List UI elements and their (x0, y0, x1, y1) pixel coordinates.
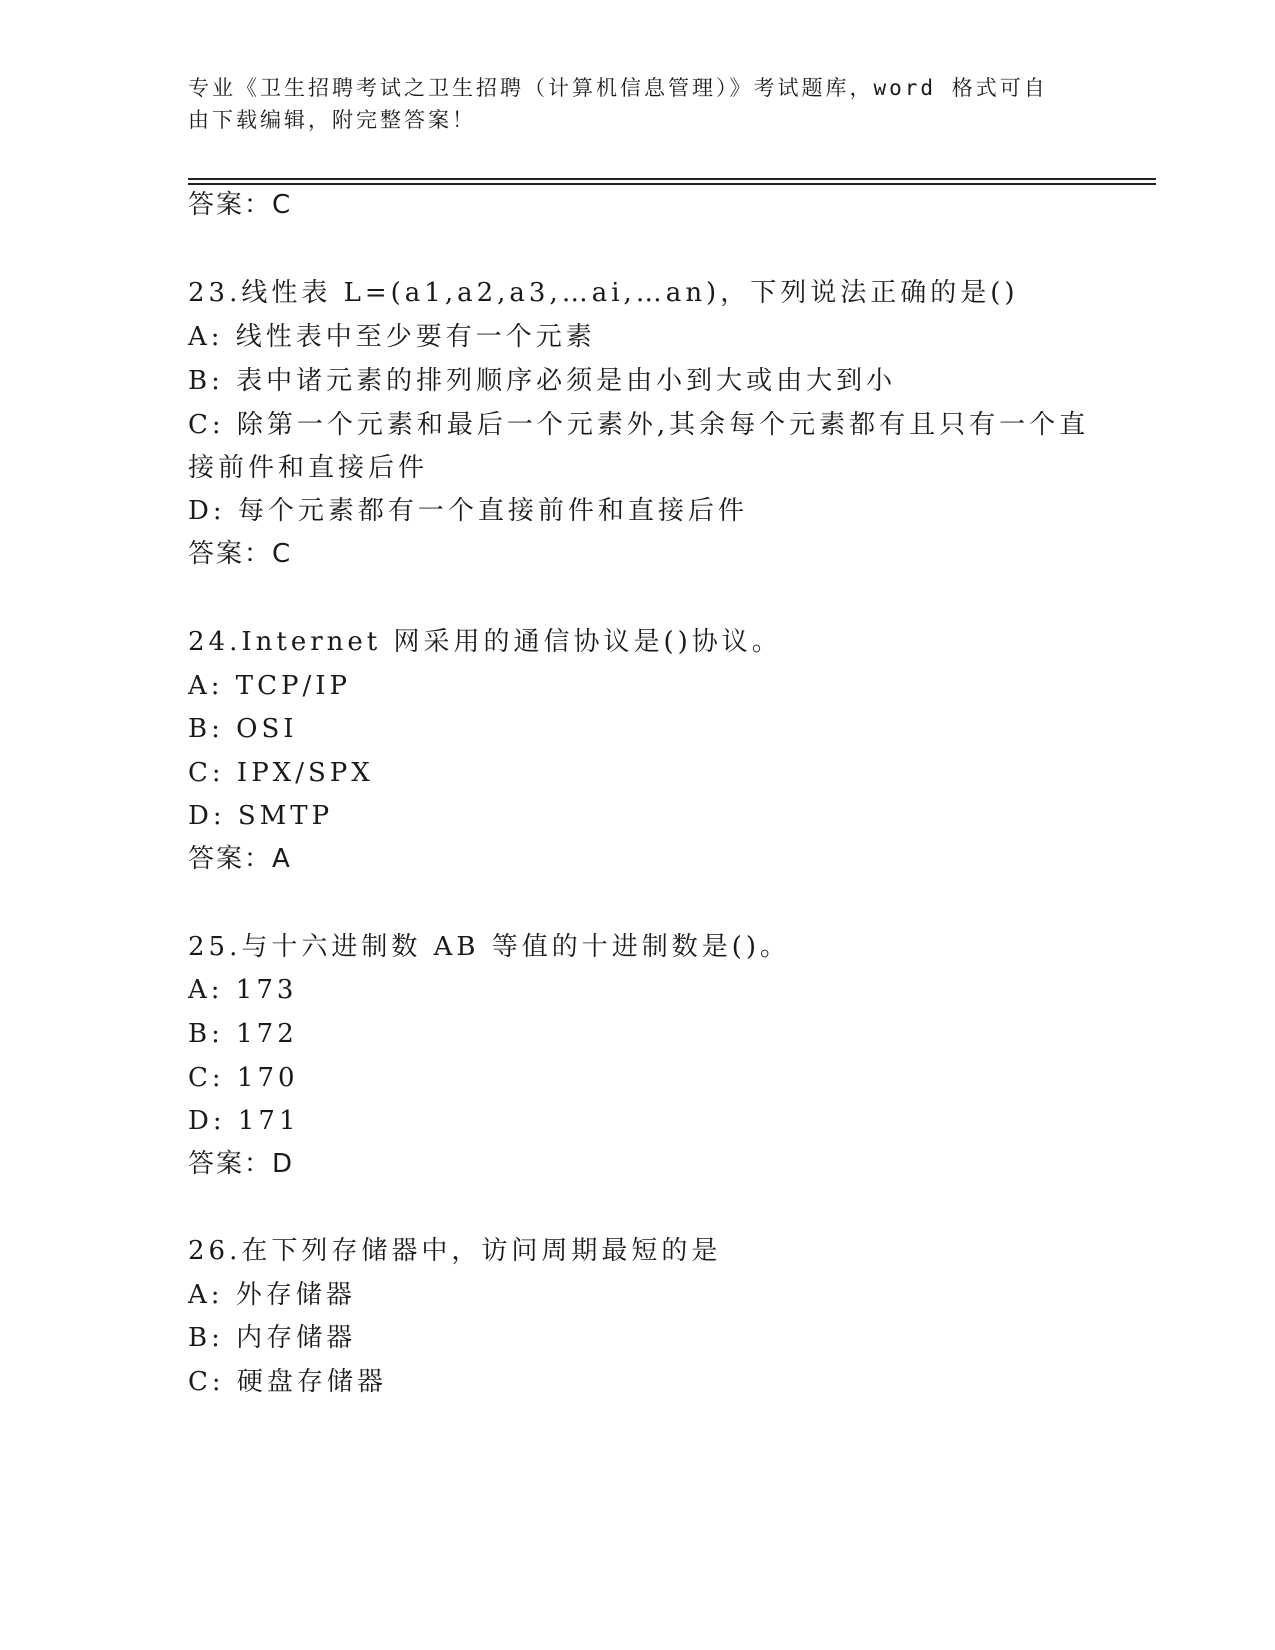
question-25-option-a: A: 173 (188, 975, 298, 1005)
question-24-option-d: D: SMTP (188, 801, 334, 831)
answer-22: 答案：C (188, 190, 293, 220)
question-24-option-c: C: IPX/SPX (188, 758, 374, 788)
question-23-option-c: C: 除第一个元素和最后一个元素外,其余每个元素都有且只有一个直 (188, 410, 1090, 440)
header-line-1: 专业《卫生招聘考试之卫生招聘（计算机信息管理）》考试题库，word 格式可自 (188, 76, 1048, 100)
question-23-option-d: D: 每个元素都有一个直接前件和直接后件 (188, 496, 748, 526)
question-25-option-c: C: 170 (188, 1063, 299, 1093)
header-divider-bottom (188, 183, 1156, 185)
question-23-option-b: B: 表中诸元素的排列顺序必须是由小到大或由大到小 (188, 366, 897, 396)
question-24-option-b: B: OSI (188, 714, 298, 744)
answer-23: 答案：C (188, 539, 293, 569)
answer-24: 答案：A (188, 844, 292, 874)
header-line-2: 由下载编辑，附完整答案！ (188, 108, 476, 132)
question-26: 26.在下列存储器中，访问周期最短的是 (188, 1236, 722, 1266)
question-23-option-c-continued: 接前件和直接后件 (188, 453, 429, 483)
question-26-option-a: A: 外存储器 (188, 1280, 356, 1310)
question-26-option-c: C: 硬盘存储器 (188, 1367, 387, 1397)
question-25-option-b: B: 172 (188, 1019, 298, 1049)
header-divider-top (188, 178, 1156, 180)
question-24: 24.Internet 网采用的通信协议是()协议。 (188, 627, 782, 657)
question-23: 23.线性表 L=(a1,a2,a3,…ai,…an)，下列说法正确的是() (188, 278, 1019, 308)
question-24-option-a: A: TCP/IP (188, 671, 352, 701)
question-26-option-b: B: 内存储器 (188, 1323, 357, 1353)
document-header (188, 72, 1068, 136)
question-25: 25.与十六进制数 AB 等值的十进制数是()。 (188, 932, 791, 962)
question-25-option-d: D: 171 (188, 1106, 300, 1136)
answer-25: 答案：D (188, 1149, 295, 1179)
question-23-option-a: A: 线性表中至少要有一个元素 (188, 322, 596, 352)
